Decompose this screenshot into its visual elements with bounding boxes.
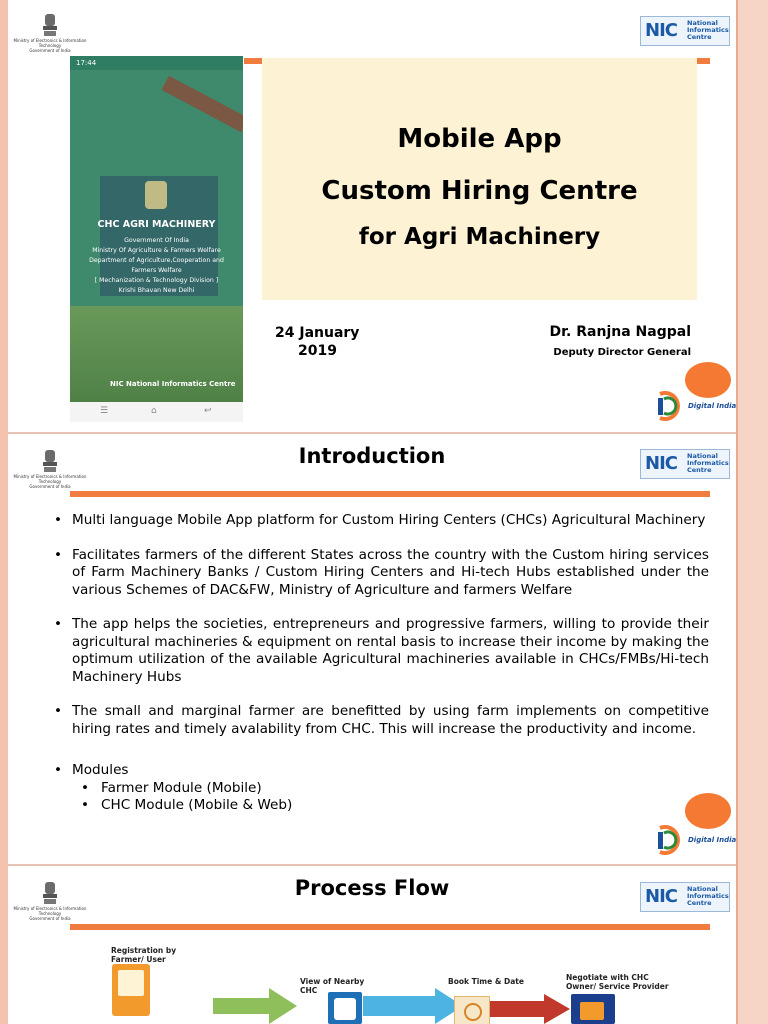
nic-logo-line1: National <box>687 885 718 893</box>
search-icon <box>334 998 356 1020</box>
nic-logo <box>640 449 730 479</box>
step-negotiate-label: Negotiate with CHC Owner/ Service Provider <box>566 973 669 991</box>
ministry-caption-line1: Ministry of Electronics & Information Technology <box>13 38 87 48</box>
list-item: • CHC Module (Mobile & Web) <box>101 797 709 815</box>
nic-logo-line2: Informatics <box>687 892 729 900</box>
digital-india-icon <box>654 824 688 856</box>
ashoka-emblem-icon <box>42 12 58 38</box>
modules-sublist <box>72 780 709 815</box>
flow-arrow-3 <box>490 994 570 1024</box>
flow-arrow-1 <box>213 988 297 1024</box>
phone-emblem-icon <box>145 181 167 209</box>
intro-bullet-list <box>52 512 709 815</box>
heading-underline <box>70 491 710 497</box>
nic-logo-text: NIC <box>645 453 677 474</box>
status-time: 17:44 <box>76 59 97 67</box>
phone-line: Krishi Bhavan New Delhi <box>118 287 195 294</box>
step-registration-box <box>112 964 150 1016</box>
heading-underline <box>70 924 710 930</box>
ministry-caption-line2: Government of India <box>29 484 71 489</box>
phone-line: Government Of India <box>124 237 189 244</box>
phone-nic-footer: NIC National Informatics Centre <box>110 380 236 388</box>
slide-title <box>8 0 736 432</box>
phone-line: Ministry Of Agriculture & Farmers Welfare <box>92 247 221 254</box>
phone-line: Department of Agriculture,Cooperation and <box>89 257 224 264</box>
phone-nav-bar <box>70 402 243 422</box>
step-book-label: Book Time & Date <box>448 977 524 986</box>
slide-introduction <box>8 434 736 864</box>
chat-icon <box>580 1002 604 1020</box>
step-view-chc-label: View of Nearby CHC <box>300 977 365 995</box>
phone-status-bar <box>70 56 243 70</box>
farmer-icon <box>118 970 144 996</box>
ministry-caption-line2: Government of India <box>29 48 71 53</box>
step-view-chc-box <box>328 992 362 1024</box>
digital-india-logo <box>654 824 736 860</box>
list-item: • The small and marginal farmer are benefitted by using farm implements on competitive hiring rates and timely avalability from CHC. This will increase the productivity and income. <box>52 703 709 738</box>
nic-logo-line3: Centre <box>687 466 712 474</box>
ministry-caption-line1: Ministry of Electronics & Information Technology <box>13 474 87 484</box>
right-border <box>738 0 768 1024</box>
digital-india-text: Digital India <box>688 836 736 844</box>
nic-logo-text: NIC <box>645 20 677 41</box>
phone-line: Farmers Welfare <box>131 267 182 274</box>
govt-emblem <box>8 12 96 53</box>
section-heading: Process Flow <box>294 876 450 900</box>
nic-logo-line3: Centre <box>687 33 712 41</box>
modules-item <box>52 762 709 815</box>
list-item: • Farmer Module (Mobile) <box>101 780 709 798</box>
ministry-caption-line2: Government of India <box>29 916 71 921</box>
phone-app-title: CHC AGRI MACHINERY <box>97 219 216 230</box>
flow-arrow-2 <box>363 988 463 1024</box>
app-screenshot <box>70 56 243 422</box>
title-line3: for Agri Machinery <box>358 224 601 250</box>
clock-icon <box>464 1003 482 1021</box>
nic-logo-text: NIC <box>645 886 677 907</box>
phone-ministry-text <box>70 236 243 296</box>
digital-india-text: Digital India <box>688 402 736 410</box>
nic-logo-line2: Informatics <box>687 26 729 34</box>
section-heading: Introduction <box>298 444 446 468</box>
phone-line: [ Mechanization & Technology Division ] <box>94 277 219 284</box>
step-negotiate-box <box>571 994 615 1024</box>
author-role: Deputy Director General <box>553 347 691 358</box>
harvester-arm <box>162 76 243 132</box>
home-icon: ⌂ <box>151 406 157 416</box>
digital-india-icon <box>654 390 688 422</box>
title-box <box>262 58 697 300</box>
title-line1: Mobile App <box>397 124 562 154</box>
nic-logo-line2: Informatics <box>687 459 729 467</box>
ministry-caption-line1: Ministry of Electronics & Information Technology <box>13 906 87 916</box>
date-line2: 2019 <box>298 343 337 359</box>
modules-label: Modules <box>72 762 129 778</box>
nic-logo <box>640 16 730 46</box>
list-item: • Multi language Mobile App platform for Custom Hiring Centers (CHCs) Agricultural Machinery <box>52 512 709 530</box>
list-item: • The app helps the societies, entrepreneurs and progressive farmers, willing to provide their agricultural machineries & equipment on rental basis to increase their income by making the optimum utilization of the available Agricultural machineries available in CHCs/FMBs/Hi-tech Machinery Hubs <box>52 616 709 686</box>
slide-process-flow <box>8 866 736 1024</box>
back-icon: ↩ <box>204 406 212 416</box>
menu-icon: ☰ <box>100 406 109 416</box>
digital-india-logo <box>654 390 736 426</box>
nic-logo-line1: National <box>687 452 718 460</box>
list-item: • Facilitates farmers of the different States across the country with the Custom hiring services of Farm Machinery Banks / Custom Hiring Centers and Hi-tech Hubs established under the various Schemes of DAC&FW, Ministry of Agriculture and farmers Welfare <box>52 547 709 600</box>
nic-logo <box>640 882 730 912</box>
left-border <box>0 0 8 1024</box>
author-name: Dr. Ranjna Nagpal <box>549 324 691 340</box>
nic-logo-line1: National <box>687 19 718 27</box>
step-book-box <box>454 996 490 1024</box>
step-registration-label: Registration by Farmer/ User <box>111 946 177 964</box>
nic-logo-line3: Centre <box>687 899 712 907</box>
date-line1: 24 January <box>275 325 360 341</box>
title-line2: Custom Hiring Centre <box>321 176 638 206</box>
